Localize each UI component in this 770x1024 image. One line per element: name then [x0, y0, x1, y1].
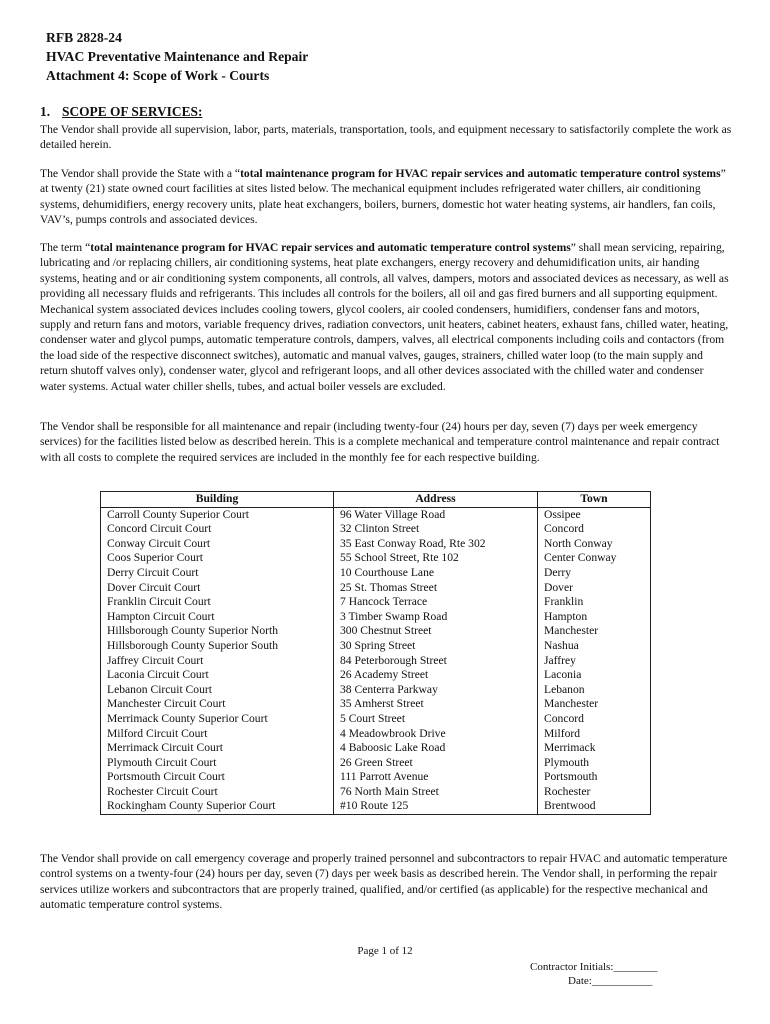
building-cell: Coos Superior Court [101, 551, 334, 566]
building-cell: Conway Circuit Court [101, 537, 334, 552]
town-cell: Concord [538, 522, 651, 537]
town-cell: Laconia [538, 668, 651, 683]
address-cell: 26 Green Street [334, 756, 538, 771]
address-cell: 7 Hancock Terrace [334, 595, 538, 610]
facilities-table [100, 491, 651, 815]
rfb-number: RFB 2828-24 [46, 30, 122, 45]
section-title: SCOPE OF SERVICES: [62, 104, 203, 119]
address-cell: 3 Timber Swamp Road [334, 610, 538, 625]
table-row [101, 610, 651, 625]
header-town: Town [538, 492, 651, 508]
building-cell: Franklin Circuit Court [101, 595, 334, 610]
table-row [101, 581, 651, 596]
paragraph-responsibility: The Vendor shall be responsible for all maintenance and repair (including twenty-four (24) hours per day, seven (7) days per week emergency services) for the facilities listed below as described herein. This is a complete mechanical and temperature control maintenance and repair contract with all costs to complete the required services are included in the monthly fee for each respective building. [40, 420, 720, 464]
table-row [101, 551, 651, 566]
address-cell: 35 East Conway Road, Rte 302 [334, 537, 538, 552]
header-building: Building [101, 492, 334, 508]
town-cell: Ossipee [538, 507, 651, 522]
town-cell: Merrimack [538, 741, 651, 756]
building-cell: Derry Circuit Court [101, 566, 334, 581]
table-row [101, 785, 651, 800]
p3-pre: The term “ [40, 241, 91, 254]
paragraph-emergency-coverage: The Vendor shall provide on call emergency coverage and properly trained personnel and subcontractors to repair HVAC and automatic temperature control systems on a twenty-four (24) hours per day, seven (7) days per week basis as described herein. The Vendor shall, in performing the repair services utilize workers and subcontractors that are properly trained, qualified, and/or certified (as applicable) for the respective mechanical and automatic temperature control systems. [40, 852, 728, 912]
town-cell: Rochester [538, 785, 651, 800]
address-cell: 55 School Street, Rte 102 [334, 551, 538, 566]
building-cell: Rockingham County Superior Court [101, 799, 334, 814]
p3-bold: total maintenance program for HVAC repair services and automatic temperature control systems [90, 241, 571, 254]
document-header [46, 28, 308, 85]
town-cell: Franklin [538, 595, 651, 610]
table-row [101, 595, 651, 610]
address-cell: 26 Academy Street [334, 668, 538, 683]
town-cell: Dover [538, 581, 651, 596]
paragraph-term-definition [40, 240, 732, 394]
address-cell: 4 Baboosic Lake Road [334, 741, 538, 756]
address-cell: #10 Route 125 [334, 799, 538, 814]
table-row [101, 654, 651, 669]
building-cell: Carroll County Superior Court [101, 507, 334, 522]
table-row [101, 566, 651, 581]
p2-pre: The Vendor shall provide the State with a “ [40, 167, 241, 180]
table-row [101, 639, 651, 654]
table-row [101, 712, 651, 727]
building-cell: Plymouth Circuit Court [101, 756, 334, 771]
table-row [101, 683, 651, 698]
town-cell: North Conway [538, 537, 651, 552]
table-row [101, 668, 651, 683]
address-cell: 32 Clinton Street [334, 522, 538, 537]
p3-post: ” shall mean servicing, repairing, lubricating and /or replacing chillers, air conditioning systems, heat plate exchangers, energy recovery and dehumidification units, air handing systems, heating and or air conditioning system components, all controls, all valves, dampers, motors and associated devices as necessary, as well as providing all necessary fluids and refrigerants. This includes all controls for the boilers, all oil and gas fired burners and all supporting equipment. Mechanical system associated devices includes cooling towers, glycol coolers, air cooled condensers, humidifiers, condenser fans and motors, supply and return fans and motors, variable frequency drives, radiation convectors, unit heaters, cabinet heaters, exhaust fans, chilled water, heating, condenser water and glycol pumps, automatic temperature controls, dampers, valves, all electrical components including coils and contactors (from the load side of the respective disconnect switches), automatic and manual valves, gauges, strainers, chilled water loop (to the main supply and return shutoff valves only), condenser water, glycol and refrigerant loops, and all other devices associated with the chilled water and condenser water systems. Actual water chiller shells, tubes, and actual boiler vessels are excluded. [40, 241, 729, 393]
table-row [101, 799, 651, 814]
building-cell: Laconia Circuit Court [101, 668, 334, 683]
building-cell: Portsmouth Circuit Court [101, 770, 334, 785]
table-row [101, 624, 651, 639]
address-cell: 35 Amherst Street [334, 697, 538, 712]
building-cell: Hillsborough County Superior South [101, 639, 334, 654]
contractor-initials: Contractor Initials:________ [530, 961, 658, 973]
town-cell: Milford [538, 727, 651, 742]
town-cell: Nashua [538, 639, 651, 654]
building-cell: Lebanon Circuit Court [101, 683, 334, 698]
table-row [101, 697, 651, 712]
building-cell: Concord Circuit Court [101, 522, 334, 537]
address-cell: 96 Water Village Road [334, 507, 538, 522]
town-cell: Brentwood [538, 799, 651, 814]
building-cell: Manchester Circuit Court [101, 697, 334, 712]
town-cell: Concord [538, 712, 651, 727]
town-cell: Jaffrey [538, 654, 651, 669]
building-cell: Merrimack County Superior Court [101, 712, 334, 727]
building-cell: Hampton Circuit Court [101, 610, 334, 625]
table-row [101, 507, 651, 522]
building-cell: Rochester Circuit Court [101, 785, 334, 800]
section-number: 1. [40, 104, 51, 119]
town-cell: Manchester [538, 624, 651, 639]
town-cell: Center Conway [538, 551, 651, 566]
table-row [101, 522, 651, 537]
table-row [101, 770, 651, 785]
page-number: Page 1 of 12 [357, 945, 413, 957]
building-cell: Jaffrey Circuit Court [101, 654, 334, 669]
address-cell: 38 Centerra Parkway [334, 683, 538, 698]
table-row [101, 756, 651, 771]
address-cell: 5 Court Street [334, 712, 538, 727]
building-cell: Dover Circuit Court [101, 581, 334, 596]
attachment-title: Attachment 4: Scope of Work - Courts [46, 68, 270, 83]
table-row [101, 537, 651, 552]
building-cell: Hillsborough County Superior North [101, 624, 334, 639]
town-cell: Derry [538, 566, 651, 581]
table-header-row [101, 492, 651, 508]
address-cell: 10 Courthouse Lane [334, 566, 538, 581]
date-line: Date:___________ [568, 975, 653, 987]
p2-post: ” at twenty (21) state owned court facilities at sites listed below. The mechanical equipment includes refrigerated water chillers, air conditioning systems, dehumidifiers, energy recovery units, plate heat exchangers, boilers, burners, domestic hot water heating systems, air handlers, fan coils, VAV’s, pumps controls and associated devices. [40, 167, 726, 227]
paragraph-supervision: The Vendor shall provide all supervision, labor, parts, materials, transportation, tools, and equipment necessary to satisfactorily complete the work as detailed herein. [40, 123, 732, 152]
town-cell: Lebanon [538, 683, 651, 698]
address-cell: 300 Chestnut Street [334, 624, 538, 639]
town-cell: Manchester [538, 697, 651, 712]
table-row [101, 741, 651, 756]
building-cell: Merrimack Circuit Court [101, 741, 334, 756]
address-cell: 30 Spring Street [334, 639, 538, 654]
town-cell: Plymouth [538, 756, 651, 771]
document-title: HVAC Preventative Maintenance and Repair [46, 49, 309, 64]
table-row [101, 727, 651, 742]
town-cell: Hampton [538, 610, 651, 625]
header-address: Address [334, 492, 538, 508]
paragraph-total-maintenance [40, 166, 732, 228]
address-cell: 111 Parrott Avenue [334, 770, 538, 785]
p2-bold: total maintenance program for HVAC repair services and automatic temperature control systems [240, 167, 721, 180]
town-cell: Portsmouth [538, 770, 651, 785]
address-cell: 25 St. Thomas Street [334, 581, 538, 596]
address-cell: 4 Meadowbrook Drive [334, 727, 538, 742]
section-heading [40, 104, 202, 120]
address-cell: 84 Peterborough Street [334, 654, 538, 669]
building-cell: Milford Circuit Court [101, 727, 334, 742]
address-cell: 76 North Main Street [334, 785, 538, 800]
